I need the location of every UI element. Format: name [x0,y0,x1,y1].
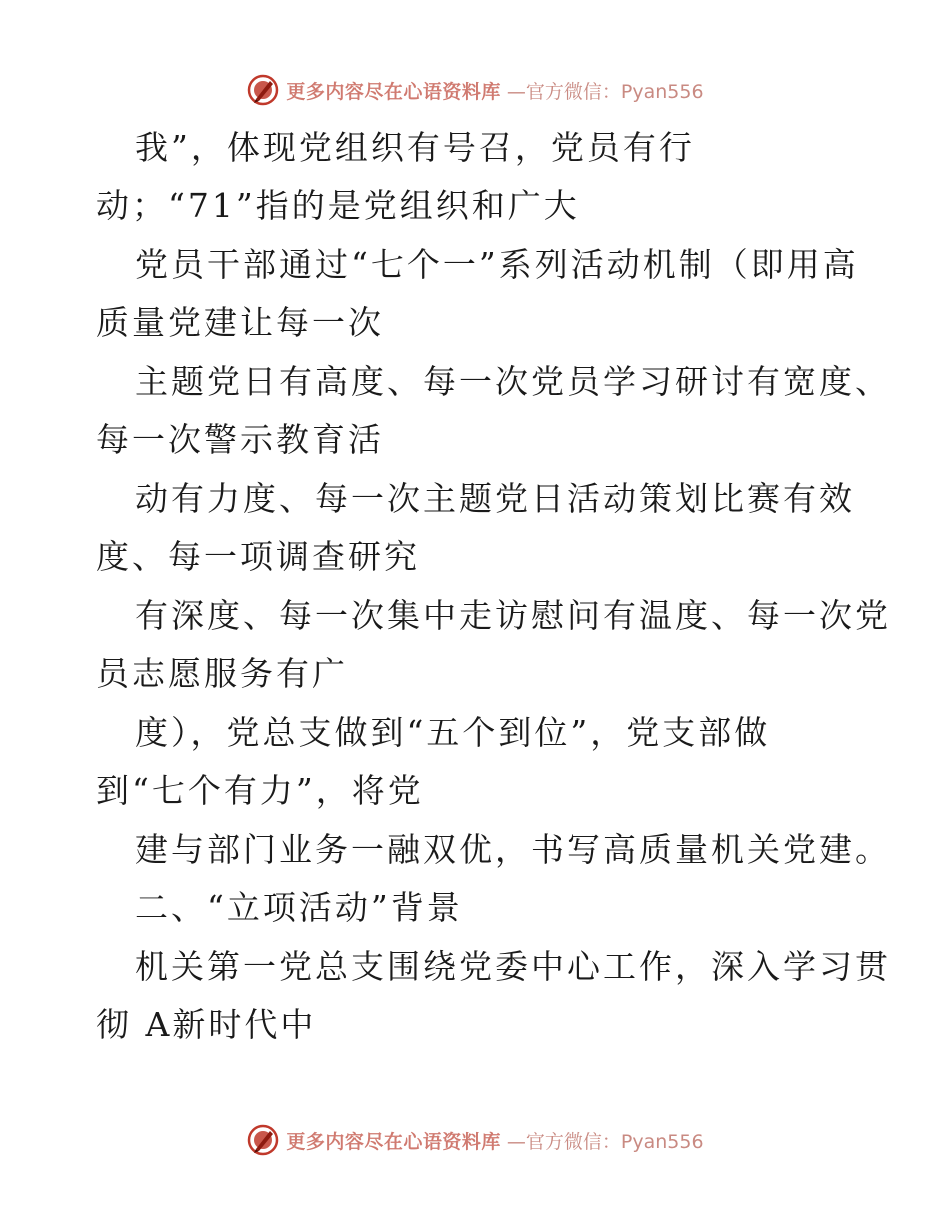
body-line: 我”，体现党组织有号召，党员有行 [135,128,695,167]
body-line: 度、每一项调查研究 [96,537,420,576]
body-line: 主题党日有高度、每一次党员学习研讨有宽度、 [135,362,891,401]
body-line: 到“七个有力”，将党 [96,771,424,810]
body-line: 度），党总支做到“五个到位”，党支部做 [135,713,771,752]
body-line: 动；“71”指的是党组织和广大 [96,186,580,225]
watermark-main-text: 更多内容尽在心语资料库 [286,80,501,103]
body-line: 机关第一党总支围绕党委中心工作，深入学习贯 [135,947,891,986]
body-line: 有深度、每一次集中走访慰问有温度、每一次党 [135,596,891,635]
watermark-sub-text: —官方微信：Pyan556 [506,1130,704,1153]
body-line: 每一次警示教育活 [96,420,384,459]
body-line: 党员干部通过“七个一”系列活动机制（即用高 [135,245,859,284]
body-line: 质量党建让每一次 [96,303,384,342]
pen-logo-icon [246,1123,280,1157]
body-line: 动有力度、每一次主题党日活动策划比赛有效 [135,479,855,518]
body-line: 员志愿服务有广 [96,654,348,693]
body-line: 建与部门业务一融双优，书写高质量机关党建。 [135,830,891,869]
section-heading: 二、“立项活动”背景 [135,888,463,927]
footer-watermark [0,1120,950,1160]
body-line: 彻 A新时代中 [96,1005,317,1044]
watermark-main-text: 更多内容尽在心语资料库 [286,1130,501,1153]
watermark-sub-text: —官方微信：Pyan556 [506,80,704,103]
